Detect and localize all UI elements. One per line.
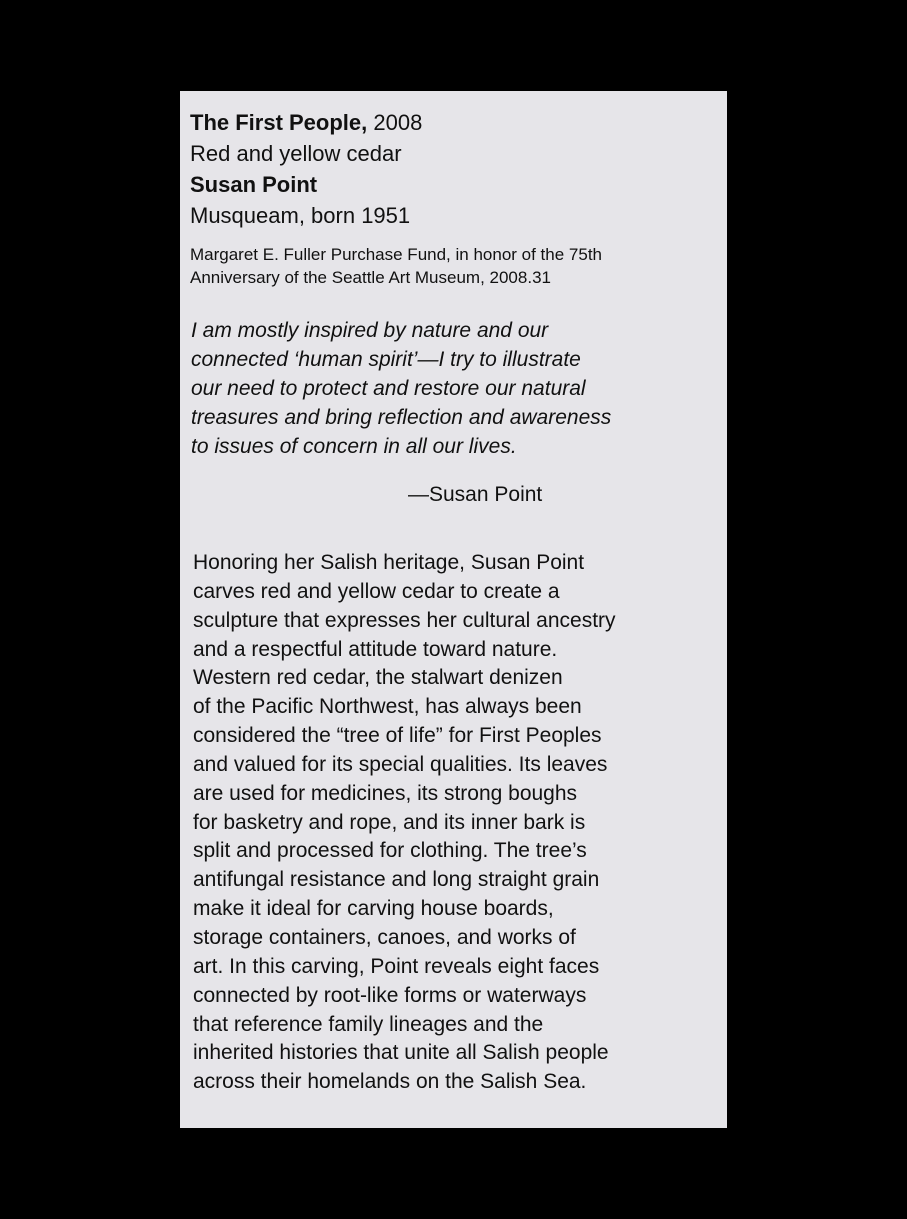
artwork-description: Honoring her Salish heritage, Susan Point carves red and yellow cedar to create a sculpture that expresses her cultural ancestry and a respectful attitude toward nature. Western red cedar, the stalwart denizen of the Pacific Northwest, has always been considered the “tree of life” for First Peoples and valued for its special qualities. Its leaves are used for medicines, its strong boughs for basketry and rope, and its inner bark is split and processed for clothing. The tree’s antifungal resistance and long straight grain make it ideal for carving house boards, storage containers, canoes, and works of art. In this carving, Point reveals eight faces connected by root-like forms or waterways that reference family lineages and the inherited histories that unite all Salish people across their homelands on the Salish Sea. bbox=[193, 551, 616, 1094]
title-line bbox=[190, 107, 720, 138]
quote-attribution: —Susan Point bbox=[408, 483, 543, 506]
museum-wall-label bbox=[180, 91, 727, 1128]
credit-line: Margaret E. Fuller Purchase Fund, in honor of the 75th Anniversary of the Seattle Art Museum, 2008.31 bbox=[190, 245, 603, 287]
artwork-medium: Red and yellow cedar bbox=[190, 141, 402, 166]
artist-info: Musqueam, born 1951 bbox=[190, 203, 411, 228]
artist-name: Susan Point bbox=[190, 172, 318, 197]
artist-quote: I am mostly inspired by nature and our connected ‘human spirit’—I try to illustrate our need to protect and restore our natural treasures and bring reflection and awareness to issues of concern in all our lives. bbox=[191, 319, 612, 458]
artwork-title: The First People, bbox=[190, 110, 368, 135]
label-header bbox=[190, 107, 720, 231]
artwork-year: 2008 bbox=[373, 110, 423, 135]
